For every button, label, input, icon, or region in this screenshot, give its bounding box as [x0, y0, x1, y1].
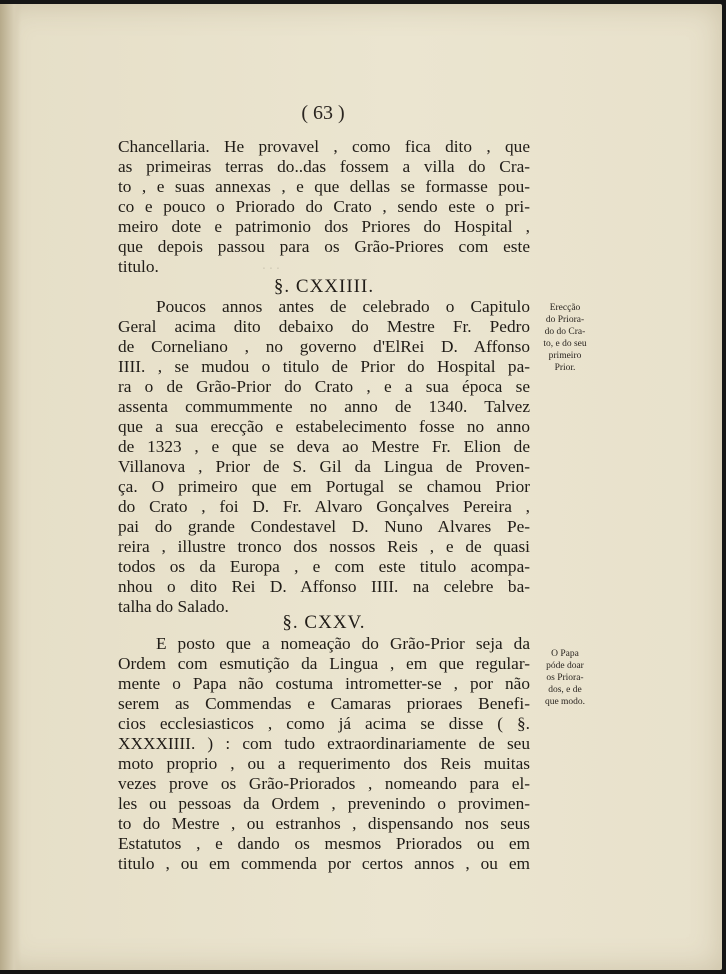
note-line: primeiro: [548, 351, 582, 361]
text-line: assenta commummente no anno de 1340. Talvez: [118, 397, 530, 416]
text-line: les ou pessoas da Ordem , prevenindo o provimen-: [118, 794, 530, 813]
text-line: to , e suas annexas , e que dellas se formasse pou-: [118, 177, 530, 196]
text-line: todos os da Europa , e com este titulo acompa-: [118, 557, 530, 576]
text-line: serem as Commendas e Camaras prioraes Benefi-: [118, 694, 530, 713]
note-line: que modo.: [544, 697, 586, 707]
text-line: Ordem com esmutição da Lingua , em que regular-: [118, 654, 530, 673]
text-line: de 1323 , e que se deva ao Mestre Fr. Elion de: [118, 437, 530, 456]
bleed-through-text: · · ·: [262, 262, 280, 277]
text-line: ra o de Grão-Prior do Crato , e a sua época se: [118, 377, 530, 396]
text-line: Geral acima dito debaixo do Mestre Fr. Pedro: [118, 317, 530, 336]
note-line: to, e do seu: [543, 339, 587, 349]
note-line: do do Cra-: [544, 327, 586, 337]
text-line: que a sua erecção e estabelecimento fosse no anno: [118, 417, 530, 436]
note-line: Erecção: [549, 303, 581, 313]
text-line: que depois passou para os Grão-Priores com este: [118, 237, 530, 256]
page-spine-shadow: [0, 4, 20, 970]
section-heading-cxxiiii: §. CXXIIII.: [273, 276, 375, 297]
text-line: titulo , ou em commenda por certos annos , ou em: [118, 854, 530, 873]
book-page: [0, 4, 722, 970]
text-line: talha do Salado.: [118, 597, 229, 616]
text-line: reira , illustre tronco dos nossos Reis , e de quasi: [118, 537, 530, 556]
text-line: nhou o dito Rei D. Affonso IIII. na celebre ba-: [118, 577, 530, 596]
note-line: Prior.: [554, 363, 576, 373]
text-line: meiro dote e patrimonio dos Priores do Hospital ,: [118, 217, 530, 236]
text-line: IIII. , se mudou o titulo de Prior do Hospital pa-: [118, 357, 530, 376]
text-line: Poucos annos antes de celebrado o Capitulo: [156, 297, 530, 316]
text-line: de Corneliano , no governo d'ElRei D. Affonso: [118, 337, 530, 356]
text-line: moto proprio , ou a requerimento dos Reis muitas: [118, 754, 530, 773]
text-line: titulo.: [118, 257, 159, 276]
note-line: os Priora-: [546, 673, 584, 683]
note-line: póde doar: [546, 661, 584, 671]
paragraph-1: [118, 137, 530, 277]
text-line: cios ecclesiasticos , como já acima se disse ( §.: [118, 714, 530, 733]
note-line: dos, e de: [548, 685, 582, 695]
note-line: do Priora-: [545, 315, 585, 325]
paragraph-2: [118, 297, 530, 617]
text-line: co e pouco o Priorado do Crato , sendo este o pri-: [118, 197, 530, 216]
text-line: Chancellaria. He provavel , como fica dito , que: [118, 137, 530, 156]
text-line: ça. O primeiro que em Portugal se chamou Prior: [118, 477, 530, 496]
text-line: mente o Papa não costuma intrometter-se , por não: [118, 674, 530, 693]
text-line: Villanova , Prior de S. Gil da Lingua de Proven-: [118, 457, 530, 476]
text-line: E posto que a nomeação do Grão-Prior seja da: [156, 634, 530, 653]
note-line: O Papa: [551, 649, 579, 659]
page-number: ( 63 ): [301, 102, 345, 124]
paragraph-3: [118, 634, 530, 874]
text-line: Estatutos , e dando os mesmos Priorados ou em: [118, 834, 530, 853]
text-line: pai do grande Condestavel D. Nuno Alvares Pe-: [118, 517, 530, 536]
text-line: as primeiras terras do..das fossem a villa do Cra-: [118, 157, 530, 176]
text-line: to do Mestre , ou estranhos , dispensando nos seus: [118, 814, 530, 833]
margin-note-papa: [535, 648, 595, 708]
text-line: vezes prove os Grão-Priorados , nomeando para el-: [118, 774, 530, 793]
section-heading-cxxv: §. CXXV.: [282, 612, 366, 633]
margin-note-erection: [535, 302, 595, 374]
text-line: do Crato , foi D. Fr. Alvaro Gonçalves Pereira ,: [118, 497, 530, 516]
text-line: XXXXIIII. ) : com tudo extraordinariamente de seu: [118, 734, 530, 753]
